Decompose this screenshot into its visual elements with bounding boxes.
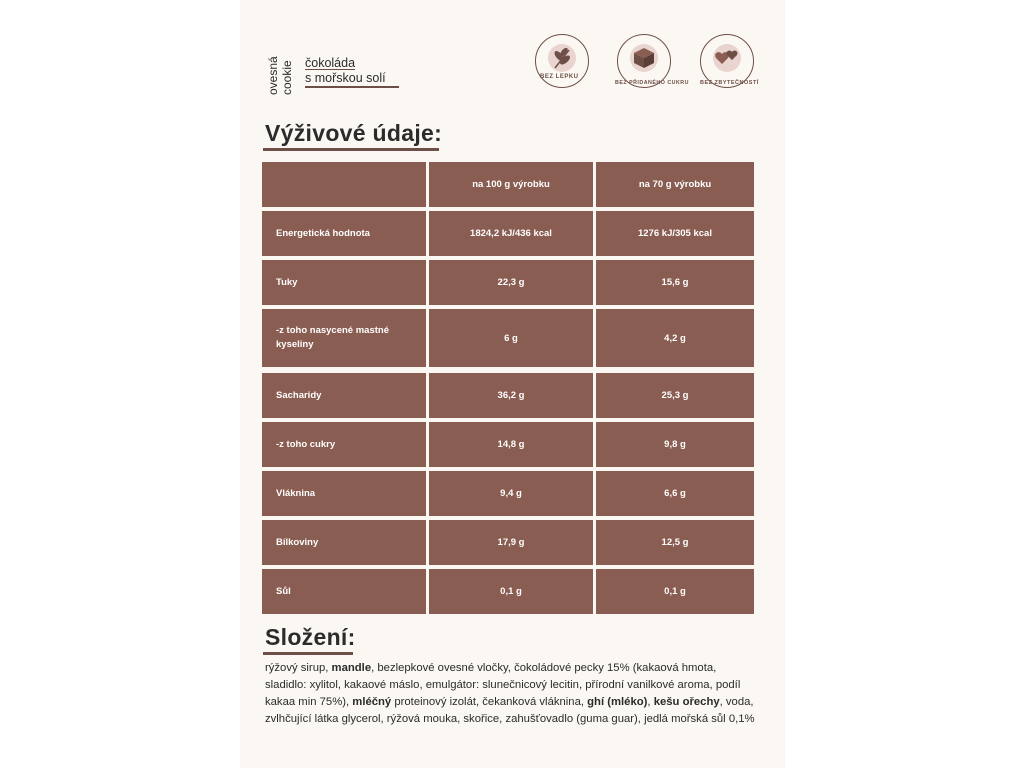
badge-text: BEZ PŘIDANÉHO CUKRU [615,80,689,86]
row-label: Bílkoviny [262,520,426,565]
row-label: Sacharidy [262,373,426,418]
badge-no-nonsense [700,34,759,88]
row-per70: 0,1 g [596,569,754,614]
ingredients-part: proteinový izolát, čekanková vláknina, [391,696,588,708]
ingredients-part: , bezlepkové ovesné vločky, čokoládové pecky 15% (kakaová hmota, sladidlo: xylitol, kakaové máslo, emulgátor: slunečnicový lecitin, přírodní vanilkové aroma, podíl kakaa min 75%), [265,662,741,708]
side-label-line2: cookie [280,60,294,95]
row-label: Energetická hodnota [262,211,426,256]
badge-text: BEZ LEPKU [540,74,579,80]
table-row [262,309,754,367]
badge-no-added-sugar [615,34,689,88]
table-header-cell: na 70 g výrobku [596,162,754,207]
row-per70: 12,5 g [596,520,754,565]
table-row [262,260,754,305]
row-per100: 36,2 g [429,373,593,418]
nutrition-title: Výživové údaje: [265,120,443,146]
row-per100: 9,4 g [429,471,593,516]
table-row [262,520,754,565]
table-header-cell: na 100 g výrobku [429,162,593,207]
nutrition-title-underline [263,148,439,151]
badge-text: BEZ ZBYTEČNOSTÍ [700,80,759,86]
flavor-line2: s mořskou solí [305,71,386,85]
row-label: -z toho cukry [262,422,426,467]
row-label: -z toho nasycené mastné kyseliny [262,309,426,367]
side-label-line1: ovesná [266,56,280,95]
table-row [262,471,754,516]
row-per70: 4,2 g [596,309,754,367]
table-row [262,211,754,256]
row-label: Vláknina [262,471,426,516]
row-per100: 14,8 g [429,422,593,467]
row-per100: 6 g [429,309,593,367]
row-per70: 1276 kJ/305 kcal [596,211,754,256]
row-per100: 1824,2 kJ/436 kcal [429,211,593,256]
ingredients-text [265,660,755,728]
table-header-cell [262,162,426,207]
composition-title-underline [263,652,353,655]
row-per100: 17,9 g [429,520,593,565]
row-per100: 0,1 g [429,569,593,614]
ingredients-allergen: kešu ořechy [653,696,720,708]
ingredients-part: , voda, zvlhčující látka glycerol, rýžová mouka, skořice, zahušťovadlo (guma guar), jedlá mořská sůl 0,1% [265,696,755,725]
composition-title: Složení: [265,624,356,650]
row-label: Tuky [262,260,426,305]
table-row [262,569,754,614]
row-label: Sůl [262,569,426,614]
row-per70: 9,8 g [596,422,754,467]
row-per70: 6,6 g [596,471,754,516]
ingredients-allergen: ghí (mléko) [587,696,648,708]
ingredients-allergen: mléčný [352,696,392,708]
flavor-line1: čokoláda [305,56,356,70]
flavor-name [305,56,386,86]
row-per70: 15,6 g [596,260,754,305]
ingredients-allergen: mandle [331,662,372,674]
ingredients-part: rýžový sirup, [265,662,332,674]
row-per100: 22,3 g [429,260,593,305]
flavor-underline [305,86,399,88]
row-per70: 25,3 g [596,373,754,418]
table-row [262,422,754,467]
table-row [262,373,754,418]
badge-gluten-free [535,34,589,88]
table-header-row [262,162,754,207]
ingredients-part: , [647,696,654,708]
